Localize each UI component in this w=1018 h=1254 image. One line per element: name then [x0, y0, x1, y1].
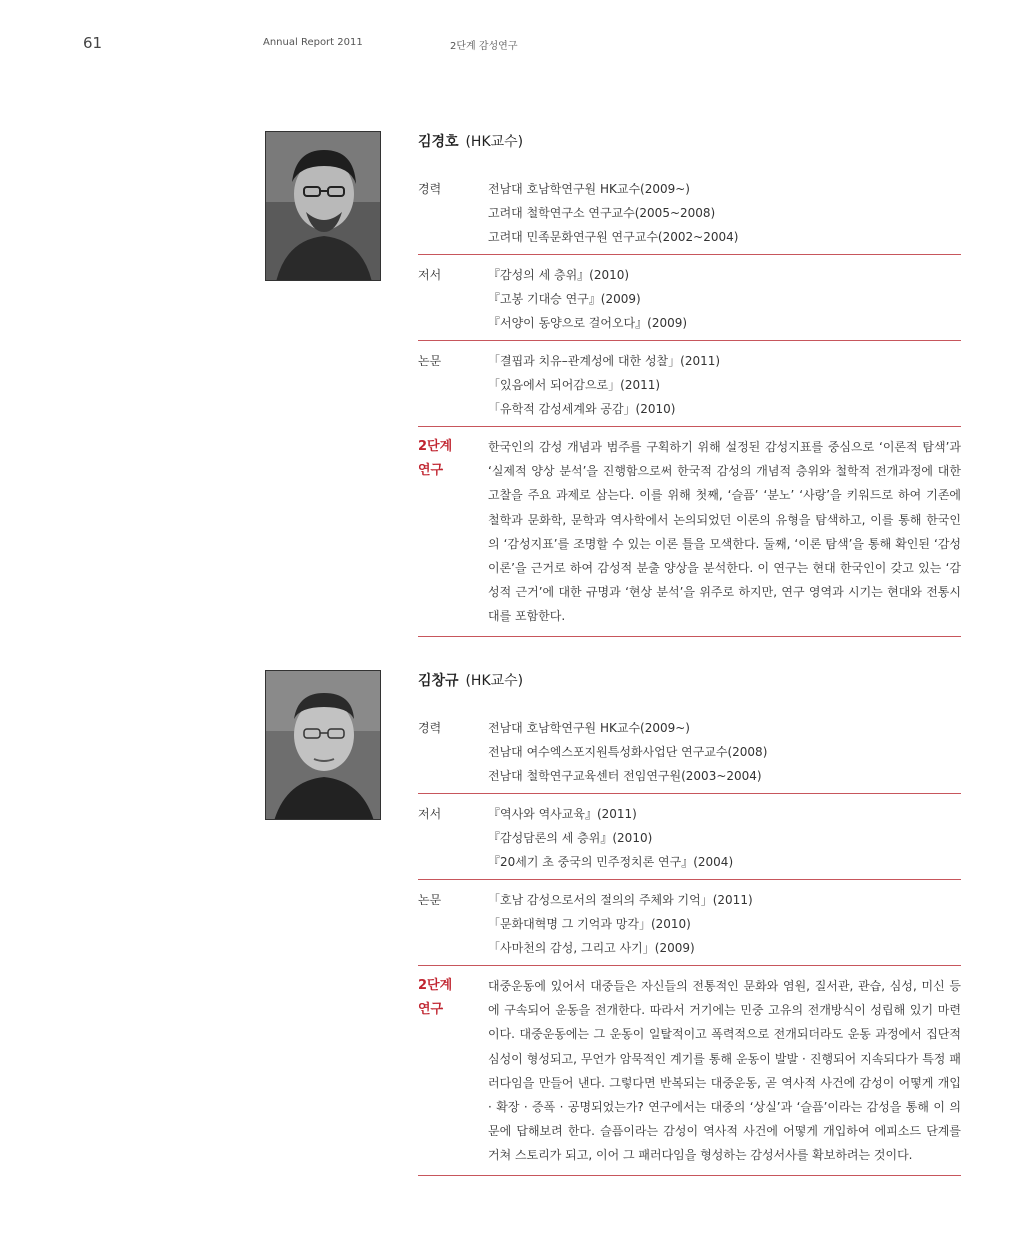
books-label: 저서 — [418, 268, 442, 282]
research-label-line-1: 2단계 — [418, 978, 453, 993]
book-item: 『감성의 세 층위』(2010) — [488, 268, 630, 282]
career-item: 고려대 민족문화연구원 연구교수(2002~2004) — [488, 230, 739, 244]
research-section — [418, 974, 961, 1176]
person-name: 김창규 — [418, 673, 459, 689]
person-role: (HK교수) — [465, 134, 524, 150]
research-description: 대중운동에 있어서 대중들은 자신들의 전통적인 문화와 염원, 질서관, 관습, 심성, 미신 등에 구속되어 운동을 전개한다. 따라서 거기에는 민중 고유의 전개방식이 성립해 있기 마련이다. 대중운동에는 그 운동이 일탈적이고 폭력적으로 전개되더라도 운동 과정에서 집단적 심성이 형성되고, 무언가 암묵적인 계기를 통해 운동이 발발 · 진행되어 지속되다가 특정 패러다임을 만들어 낸다. 그렇다면 반복되는 대중운동, 곧 역사적 사건에 감성이 어떻게 개입 · 확장 · 증폭 · 공명되었는가? 연구에서는 대중의 ‘상실’과 ‘슬픔’이라는 감성을 통해 이 의문에 답해보려 한다. 슬픔이라는 감성이 역사적 사건에 어떻게 개입하여 에피소드 단계를 거쳐 스토리가 되고, 이어 그 패러다임을 형성하는 감성서사를 확보하려는 것이다. — [488, 979, 961, 1163]
paper-item: 「호남 감성으로서의 절의의 주체와 기억」(2011) — [488, 893, 753, 907]
career-label: 경력 — [418, 182, 442, 196]
book-item: 『서양이 동양으로 걸어오다』(2009) — [488, 316, 688, 330]
research-description: 한국인의 감성 개념과 범주를 구획하기 위해 설정된 감성지표를 중심으로 ‘이론적 탐색’과 ‘실제적 양상 분석’을 진행함으로써 한국적 감성의 개념적 층위와 철학적 전개과정에 대한 고찰을 주요 과제로 삼는다. 이를 위해 첫째, ‘슬픔’ ‘분노’ ‘사랑’을 키워드로 하여 기존에 철학과 문화학, 문학과 역사학에서 논의되었던 이론의 유형을 탐색하고, 이를 통해 한국인의 ‘감성지표’를 조명할 수 있는 이론 틀을 모색한다. 둘째, ‘이론 탐색’을 통해 확인된 ‘감성이론’을 근거로 하여 감성적 분출 양상을 분석한다. 이 연구는 현대 한국인이 갖고 있는 ‘감성적 근거’에 대한 규명과 ‘현상 분석’을 위주로 하지만, 연구 영역과 시기는 현대와 전통시대를 포함한다. — [488, 440, 961, 624]
person-name-row — [418, 670, 961, 692]
person-name: 김경호 — [418, 134, 459, 150]
profile-card — [265, 131, 965, 624]
profile-sections — [418, 716, 961, 1184]
books-section — [418, 263, 961, 341]
running-header-section: 2단계 감성연구 — [450, 41, 518, 52]
career-item: 전남대 호남학연구원 HK교수(2009~) — [488, 182, 690, 196]
page-number: 61 — [83, 34, 103, 52]
papers-section — [418, 349, 961, 427]
profile-info — [418, 131, 961, 624]
portrait-photo — [265, 670, 381, 820]
research-label — [418, 435, 478, 483]
portrait-photo — [265, 131, 381, 281]
career-item: 전남대 철학연구교육센터 전임연구원(2003~2004) — [488, 769, 762, 783]
book-item: 『고봉 기대승 연구』(2009) — [488, 292, 641, 306]
paper-item: 「유학적 감성세계와 공감」(2010) — [488, 402, 676, 416]
books-section — [418, 802, 961, 880]
career-label: 경력 — [418, 721, 442, 735]
research-section — [418, 435, 961, 637]
career-item: 전남대 호남학연구원 HK교수(2009~) — [488, 721, 690, 735]
profile-info — [418, 670, 961, 1163]
career-section — [418, 177, 961, 255]
book-item: 『역사와 역사교육』(2011) — [488, 807, 637, 821]
paper-item: 「문화대혁명 그 기억과 망각」(2010) — [488, 917, 691, 931]
book-item: 『20세기 초 중국의 민주정치론 연구』(2004) — [488, 855, 734, 869]
person-name-row — [418, 131, 961, 153]
papers-label: 논문 — [418, 354, 442, 368]
papers-label: 논문 — [418, 893, 442, 907]
papers-section — [418, 888, 961, 966]
career-item: 고려대 철학연구소 연구교수(2005~2008) — [488, 206, 716, 220]
research-label-line-2: 연구 — [418, 463, 444, 478]
paper-item: 「있음에서 되어감으로」(2011) — [488, 378, 661, 392]
profile-sections — [418, 177, 961, 645]
profile-card — [265, 670, 965, 1163]
research-label-line-1: 2단계 — [418, 439, 453, 454]
books-label: 저서 — [418, 807, 442, 821]
career-section — [418, 716, 961, 794]
career-item: 전남대 여수엑스포지원특성화사업단 연구교수(2008) — [488, 745, 768, 759]
running-header-publication: Annual Report 2011 — [263, 37, 363, 48]
person-role: (HK교수) — [465, 673, 524, 689]
paper-item: 「사마천의 감성, 그리고 사기」(2009) — [488, 941, 695, 955]
paper-item: 「결핍과 치유–관계성에 대한 성찰」(2011) — [488, 354, 721, 368]
research-label — [418, 974, 478, 1022]
book-item: 『감성담론의 세 층위』(2010) — [488, 831, 653, 845]
research-label-line-2: 연구 — [418, 1002, 444, 1017]
